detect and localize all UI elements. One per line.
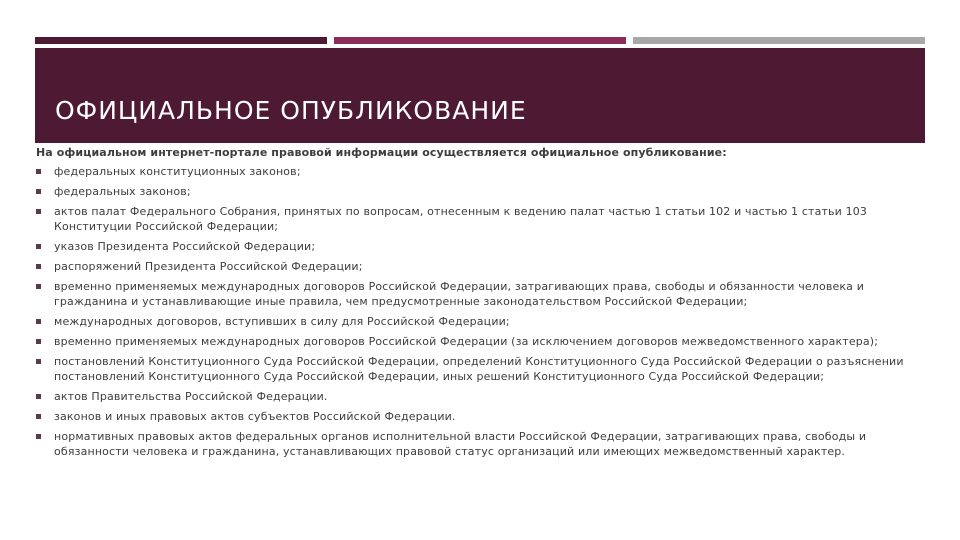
- list-item-text: временно применяемых международных договоров Российской Федерации, затрагивающих права, свободы и обязанности человека и гражданина и устанавливающие иные правила, чем предусмотренные законодательством Российской Федерации;: [54, 280, 865, 308]
- list-item: [36, 259, 916, 274]
- list-item-text: постановлений Конституционного Суда Российской Федерации, определений Конституционного Суда Российской Федерации о разъяснении постановлений Конституционного Суда Российской Федерации, иных решений Конституционного Суда Российской Федерации;: [54, 355, 904, 383]
- accent-bar-gray: [633, 37, 925, 44]
- square-bullet-icon: [36, 319, 41, 324]
- list-item: [36, 354, 916, 384]
- list-item: [36, 239, 916, 254]
- slide-content: [36, 145, 916, 464]
- list-item-text: актов палат Федерального Собрания, принятых по вопросам, отнесенным к ведению палат частью 1 статьи 102 и частью 1 статьи 103 Конституции Российской Федерации;: [54, 205, 868, 233]
- title-band: [35, 48, 925, 143]
- list-item: [36, 409, 916, 424]
- list-item-text: нормативных правовых актов федеральных органов исполнительной власти Российской Федерации, затрагивающих права, свободы и обязанности человека и гражданина, устанавливающих правовой статус организаций или имеющих межведомственный характер.: [54, 430, 867, 458]
- square-bullet-icon: [36, 169, 41, 174]
- list-item: [36, 389, 916, 404]
- list-item-text: федеральных конституционных законов;: [54, 165, 301, 178]
- square-bullet-icon: [36, 244, 41, 249]
- list-item: [36, 164, 916, 179]
- list-item-text: распоряжений Президента Российской Федерации;: [54, 260, 363, 273]
- square-bullet-icon: [36, 284, 41, 289]
- slide-title: ОФИЦИАЛЬНОЕ ОПУБЛИКОВАНИЕ: [55, 96, 527, 125]
- square-bullet-icon: [36, 189, 41, 194]
- square-bullet-icon: [36, 264, 41, 269]
- square-bullet-icon: [36, 414, 41, 419]
- square-bullet-icon: [36, 339, 41, 344]
- square-bullet-icon: [36, 394, 41, 399]
- intro-text: На официальном интернет-портале правовой информации осуществляется официальное опубликование:: [36, 146, 727, 159]
- list-item-text: федеральных законов;: [54, 185, 191, 198]
- list-item: [36, 279, 916, 309]
- list-item: [36, 204, 916, 234]
- bullet-list: [36, 164, 916, 459]
- list-item-text: законов и иных правовых актов субъектов Российской Федерации.: [54, 410, 456, 423]
- list-item-text: международных договоров, вступивших в силу для Российской Федерации;: [54, 315, 510, 328]
- list-item: [36, 334, 916, 349]
- list-item: [36, 184, 916, 199]
- square-bullet-icon: [36, 209, 41, 214]
- list-item-text: актов Правительства Российской Федерации.: [54, 390, 328, 403]
- accent-bar-dark: [35, 37, 327, 44]
- list-item-text: временно применяемых международных договоров Российской Федерации (за исключением договоров межведомственного характера);: [54, 335, 879, 348]
- square-bullet-icon: [36, 359, 41, 364]
- accent-bar-magenta: [334, 37, 626, 44]
- square-bullet-icon: [36, 434, 41, 439]
- list-item: [36, 314, 916, 329]
- list-item-text: указов Президента Российской Федерации;: [54, 240, 316, 253]
- list-item: [36, 429, 916, 459]
